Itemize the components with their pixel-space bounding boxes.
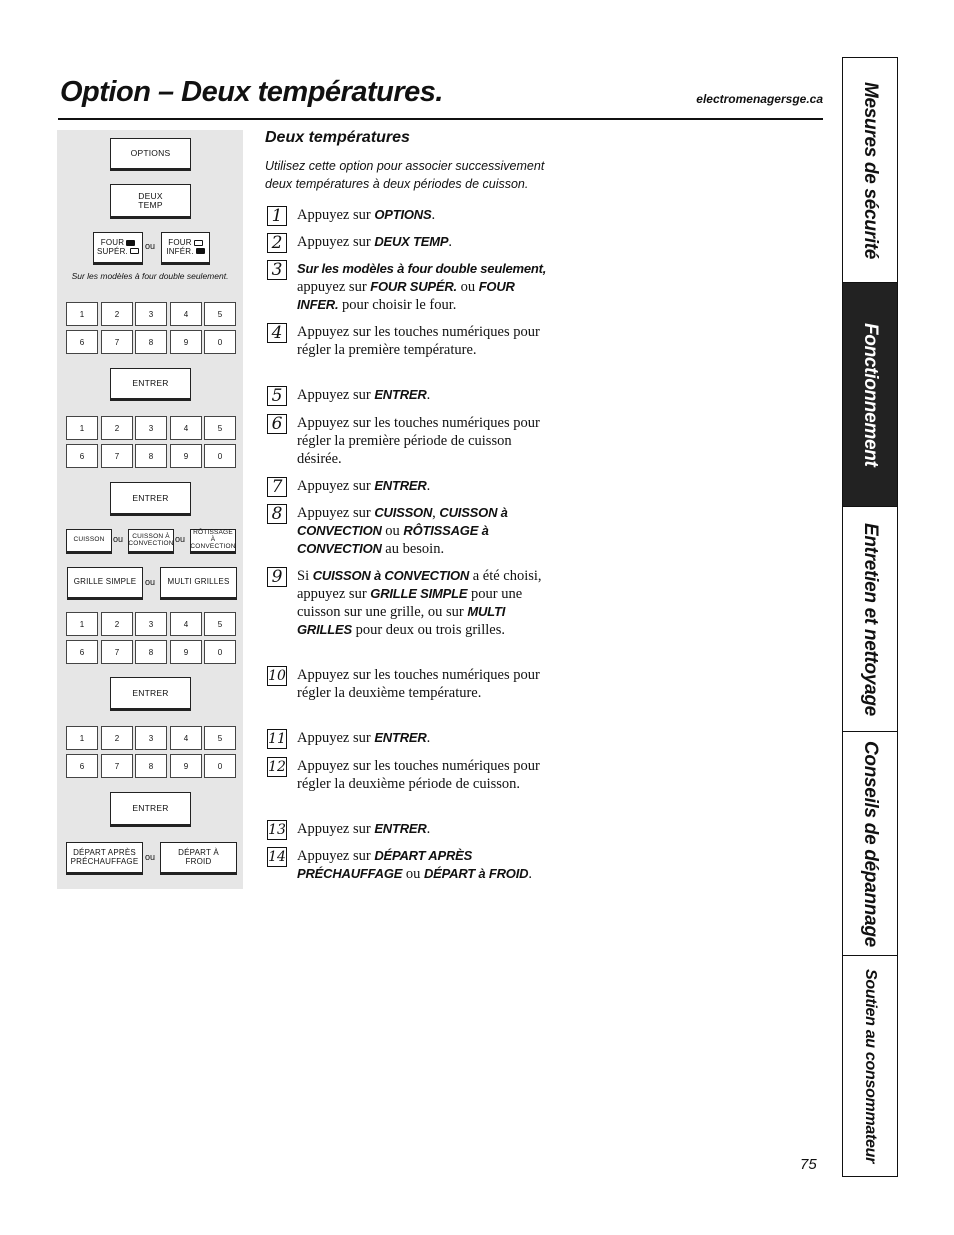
digit-key[interactable]: 4 [170, 416, 202, 440]
digit-key[interactable]: 9 [170, 330, 202, 354]
lower-oven-indicator-icon [130, 248, 139, 254]
step-number: 13 [268, 822, 286, 838]
deux-temp-key[interactable]: DEUX TEMP [110, 184, 191, 219]
digit-key[interactable]: 3 [135, 416, 167, 440]
key-name: ENTRER [374, 821, 427, 836]
grille-simple-key[interactable]: GRILLE SIMPLE [67, 567, 143, 600]
step-number: 2 [267, 233, 287, 253]
or-label: ou [113, 534, 124, 544]
step-text: Appuyez sur ENTRER. [297, 478, 431, 494]
key-name: CUISSON à CONVECTION [297, 505, 508, 538]
cuisson-convection-key[interactable]: CUISSON À CONVECTION [128, 529, 174, 554]
key-name: Sur les modèles à four double seulement, [297, 261, 547, 276]
rotissage-convection-key[interactable]: RÔTISSAGE À CONVECTION [190, 529, 236, 554]
key-name: FOUR SUPÉR. [370, 279, 457, 294]
step-number: 5 [267, 386, 287, 406]
digit-key[interactable]: 2 [101, 612, 133, 636]
step-8 [267, 504, 557, 558]
keypad-note: Sur les modèles à four double seulement. [71, 271, 229, 281]
key-name: FOUR INFER. [297, 279, 515, 312]
key-name: GRILLE SIMPLE [370, 586, 468, 601]
key-name: OPTIONS [374, 207, 432, 222]
key-name: CUISSON à CONVECTION [312, 568, 470, 583]
cuisson-key[interactable]: CUISSON [66, 529, 112, 554]
title-divider [58, 118, 823, 120]
step-number: 9 [267, 567, 287, 587]
or-label: ou [145, 241, 156, 251]
step-10 [267, 666, 557, 702]
page-title: Option – Deux températures. [60, 76, 443, 108]
digit-key[interactable]: 5 [204, 726, 236, 750]
digit-key[interactable]: 7 [101, 330, 133, 354]
digit-key[interactable]: 9 [170, 640, 202, 664]
step-number: 3 [267, 260, 287, 280]
step-text: Sur les modèles à four double seulement, appuyez sur FOUR SUPÉR. ou FOUR INFER. pour choisir le four. [297, 261, 547, 313]
step-number: 12 [268, 759, 286, 775]
entrer-key[interactable]: ENTRER [110, 482, 191, 516]
tab-conseils-de-depannage[interactable]: Conseils de dépannage [843, 732, 897, 956]
lower-oven-indicator-icon [196, 248, 205, 254]
section-tabs [842, 57, 898, 1177]
depart-apres-prechauffage-key[interactable]: DÉPART APRÈS PRÉCHAUFFAGE [66, 842, 143, 875]
step-5 [267, 386, 557, 406]
key-name: DÉPART à FROID [423, 866, 529, 881]
digit-key[interactable]: 2 [101, 302, 133, 326]
key-name: ENTRER [374, 478, 427, 493]
key-name: DEUX TEMP [374, 234, 449, 249]
entrer-key[interactable]: ENTRER [110, 677, 191, 711]
tab-entretien-et-nettoyage[interactable]: Entretien et nettoyage [843, 507, 897, 732]
digit-key[interactable]: 3 [135, 302, 167, 326]
step-number: 11 [268, 731, 286, 747]
step-number: 4 [267, 323, 287, 343]
digit-key[interactable]: 6 [66, 640, 98, 664]
step-number: 1 [267, 206, 287, 226]
key-name: ENTRER [374, 387, 427, 402]
step-11 [267, 729, 557, 749]
step-13 [267, 820, 557, 840]
digit-key[interactable]: 1 [66, 302, 98, 326]
step-text: Appuyez sur ENTRER. [297, 387, 431, 403]
step-text: Appuyez sur CUISSON, CUISSON à CONVECTION ou RÔTISSAGE à CONVECTION au besoin. [297, 505, 508, 557]
or-label: ou [145, 852, 156, 862]
or-label: ou [145, 577, 156, 587]
digit-key[interactable]: 5 [204, 302, 236, 326]
step-text: Appuyez sur ENTRER. [297, 730, 431, 746]
entrer-key[interactable]: ENTRER [110, 368, 191, 401]
digit-key[interactable]: 0 [204, 444, 236, 468]
digit-key[interactable]: 8 [135, 444, 167, 468]
digit-key[interactable]: 4 [170, 726, 202, 750]
four-super-key[interactable]: FOUR SUPÉR. [93, 232, 143, 265]
digit-key[interactable]: 2 [101, 416, 133, 440]
step-number: 7 [267, 477, 287, 497]
key-name: DÉPART APRÈS PRÉCHAUFFAGE [297, 848, 473, 881]
or-label: ou [175, 534, 186, 544]
options-key[interactable]: OPTIONS [110, 138, 191, 171]
digit-key[interactable]: 0 [204, 754, 236, 778]
digit-key[interactable]: 8 [135, 640, 167, 664]
tab-soutien-au-consommateur[interactable]: Soutien au consommateur [862, 968, 879, 1164]
digit-key[interactable]: 7 [101, 444, 133, 468]
step-12 [267, 757, 557, 793]
key-name: RÔTISSAGE à CONVECTION [297, 523, 489, 556]
upper-oven-indicator-icon [126, 240, 135, 246]
digit-key[interactable]: 8 [135, 754, 167, 778]
step-text: Si CUISSON à CONVECTION a été choisi, appuyez sur GRILLE SIMPLE pour une cuisson sur une grille, ou sur MULTI GRILLES pour deux ou trois grilles. [297, 568, 542, 638]
step-number: 8 [267, 504, 287, 524]
section-heading: Deux températures [265, 129, 410, 146]
digit-key[interactable]: 4 [170, 612, 202, 636]
step-text: Appuyez sur les touches numériques pour régler la deuxième période de cuisson. [297, 758, 540, 792]
depart-a-froid-key[interactable]: DÉPART À FROID [160, 842, 237, 875]
step-text: Appuyez sur DÉPART APRÈS PRÉCHAUFFAGE ou DÉPART à FROID. [297, 848, 532, 882]
step-text: Appuyez sur les touches numériques pour régler la première période de cuisson désirée. [297, 415, 540, 467]
tab-fonctionnement[interactable]: Fonctionnement [843, 283, 897, 507]
step-9 [267, 567, 557, 639]
digit-key[interactable]: 6 [66, 754, 98, 778]
step-7 [267, 477, 557, 497]
digit-key[interactable]: 5 [204, 612, 236, 636]
step-text: Appuyez sur OPTIONS. [297, 207, 436, 223]
digit-key[interactable]: 9 [170, 444, 202, 468]
site-url[interactable]: electromenagersge.ca [696, 92, 823, 106]
digit-key[interactable]: 7 [101, 754, 133, 778]
step-1 [267, 206, 557, 226]
digit-key[interactable]: 6 [66, 444, 98, 468]
digit-key[interactable]: 4 [170, 302, 202, 326]
digit-key[interactable]: 7 [101, 640, 133, 664]
digit-key[interactable]: 0 [204, 640, 236, 664]
four-infer-key[interactable]: FOUR INFÉR. [161, 232, 210, 265]
tab-mesures-de-securite[interactable]: Mesures de sécurité [843, 58, 897, 283]
step-6 [267, 414, 557, 468]
step-text: Appuyez sur les touches numériques pour régler la première température. [297, 324, 540, 358]
step-14 [267, 847, 557, 883]
digit-key[interactable]: 3 [135, 612, 167, 636]
digit-key[interactable]: 1 [66, 416, 98, 440]
upper-oven-indicator-icon [194, 240, 203, 246]
digit-key[interactable]: 5 [204, 416, 236, 440]
digit-key[interactable]: 1 [66, 726, 98, 750]
step-3 [267, 260, 557, 314]
step-text: Appuyez sur DEUX TEMP. [297, 234, 452, 250]
step-number: 6 [267, 414, 287, 434]
step-number: 14 [268, 849, 286, 865]
intro-text: Utilisez cette option pour associer successivement deux températures à deux périodes de cuisson. [265, 159, 545, 191]
keypad-column [57, 130, 243, 889]
digit-key[interactable]: 2 [101, 726, 133, 750]
digit-key[interactable]: 0 [204, 330, 236, 354]
digit-key[interactable]: 3 [135, 726, 167, 750]
digit-key[interactable]: 9 [170, 754, 202, 778]
step-text: Appuyez sur les touches numériques pour régler la deuxième température. [297, 667, 540, 701]
step-number: 10 [268, 668, 286, 684]
digit-key[interactable]: 8 [135, 330, 167, 354]
step-text: Appuyez sur ENTRER. [297, 821, 431, 837]
multi-grilles-key[interactable]: MULTI GRILLES [160, 567, 237, 600]
step-4 [267, 323, 557, 359]
key-name: ENTRER [374, 730, 427, 745]
key-name: CUISSON [374, 505, 433, 520]
digit-key[interactable]: 6 [66, 330, 98, 354]
entrer-key[interactable]: ENTRER [110, 792, 191, 827]
step-2 [267, 233, 557, 253]
key-name: MULTI GRILLES [297, 604, 506, 637]
digit-key[interactable]: 1 [66, 612, 98, 636]
page-number: 75 [800, 1156, 817, 1173]
